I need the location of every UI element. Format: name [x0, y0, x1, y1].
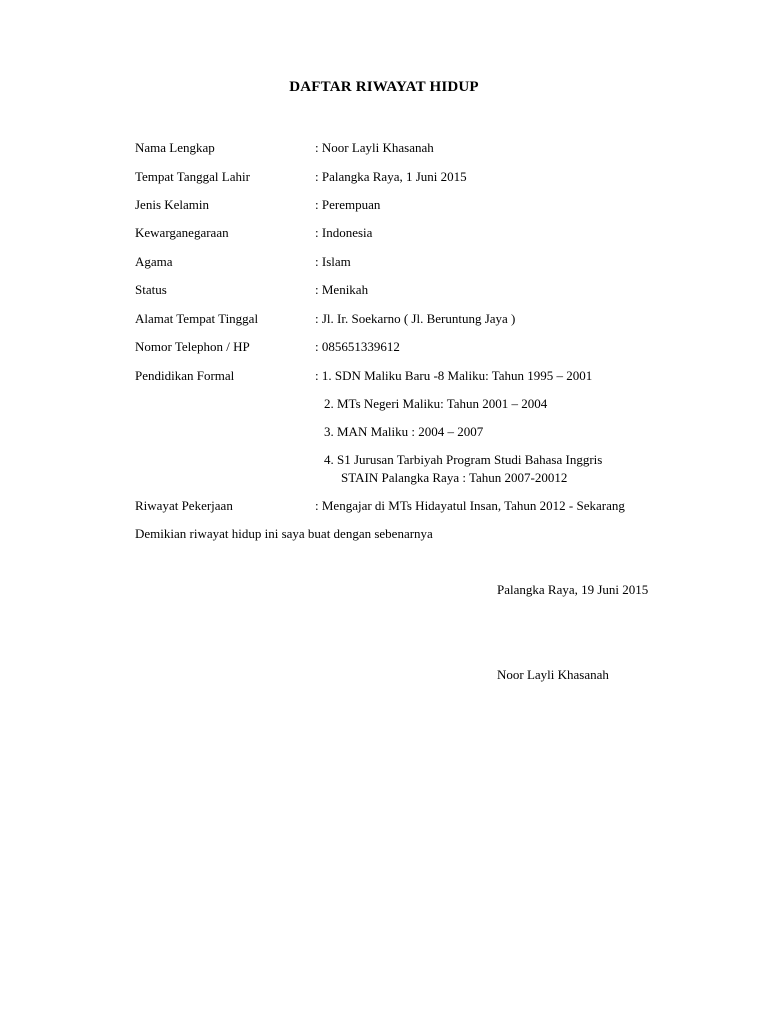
- field-label: Riwayat Pekerjaan: [135, 498, 233, 513]
- field-label: Kewarganegaraan: [135, 225, 229, 240]
- field-value: : 1. SDN Maliku Baru -8 Maliku: Tahun 1995 – 2001: [315, 368, 593, 383]
- closing-statement: Demikian riwayat hidup ini saya buat dengan sebenarnya: [135, 526, 433, 541]
- field-value: : Jl. Ir. Soekarno ( Jl. Beruntung Jaya ): [315, 311, 516, 326]
- field-label: Status: [135, 282, 167, 297]
- signature-name: Noor Layli Khasanah: [497, 667, 609, 682]
- field-label: Alamat Tempat Tinggal: [135, 311, 259, 326]
- field-value: : Noor Layli Khasanah: [315, 140, 434, 155]
- document-title: DAFTAR RIWAYAT HIDUP: [289, 79, 479, 95]
- education-item: 3. MAN Maliku : 2004 – 2007: [324, 424, 484, 439]
- field-label: Nama Lengkap: [135, 140, 215, 155]
- education-item-detail: STAIN Palangka Raya : Tahun 2007-20012: [341, 470, 568, 485]
- field-value: : Menikah: [315, 282, 369, 297]
- field-value: : Mengajar di MTs Hidayatul Insan, Tahun 2012 - Sekarang: [315, 498, 625, 513]
- field-value: : Palangka Raya, 1 Juni 2015: [315, 169, 467, 184]
- field-value: : Indonesia: [315, 225, 373, 240]
- field-label: Jenis Kelamin: [135, 197, 210, 212]
- field-label: Pendidikan Formal: [135, 368, 235, 383]
- education-item: 4. S1 Jurusan Tarbiyah Program Studi Bahasa Inggris: [324, 452, 603, 467]
- signature-place-date: Palangka Raya, 19 Juni 2015: [497, 582, 649, 597]
- field-value: : Islam: [315, 254, 351, 269]
- field-value: : Perempuan: [315, 197, 381, 212]
- education-item: 2. MTs Negeri Maliku: Tahun 2001 – 2004: [324, 396, 548, 411]
- field-label: Agama: [135, 254, 173, 269]
- field-label: Nomor Telephon / HP: [135, 339, 250, 354]
- field-value: : 085651339612: [315, 339, 400, 354]
- field-label: Tempat Tanggal Lahir: [135, 169, 250, 184]
